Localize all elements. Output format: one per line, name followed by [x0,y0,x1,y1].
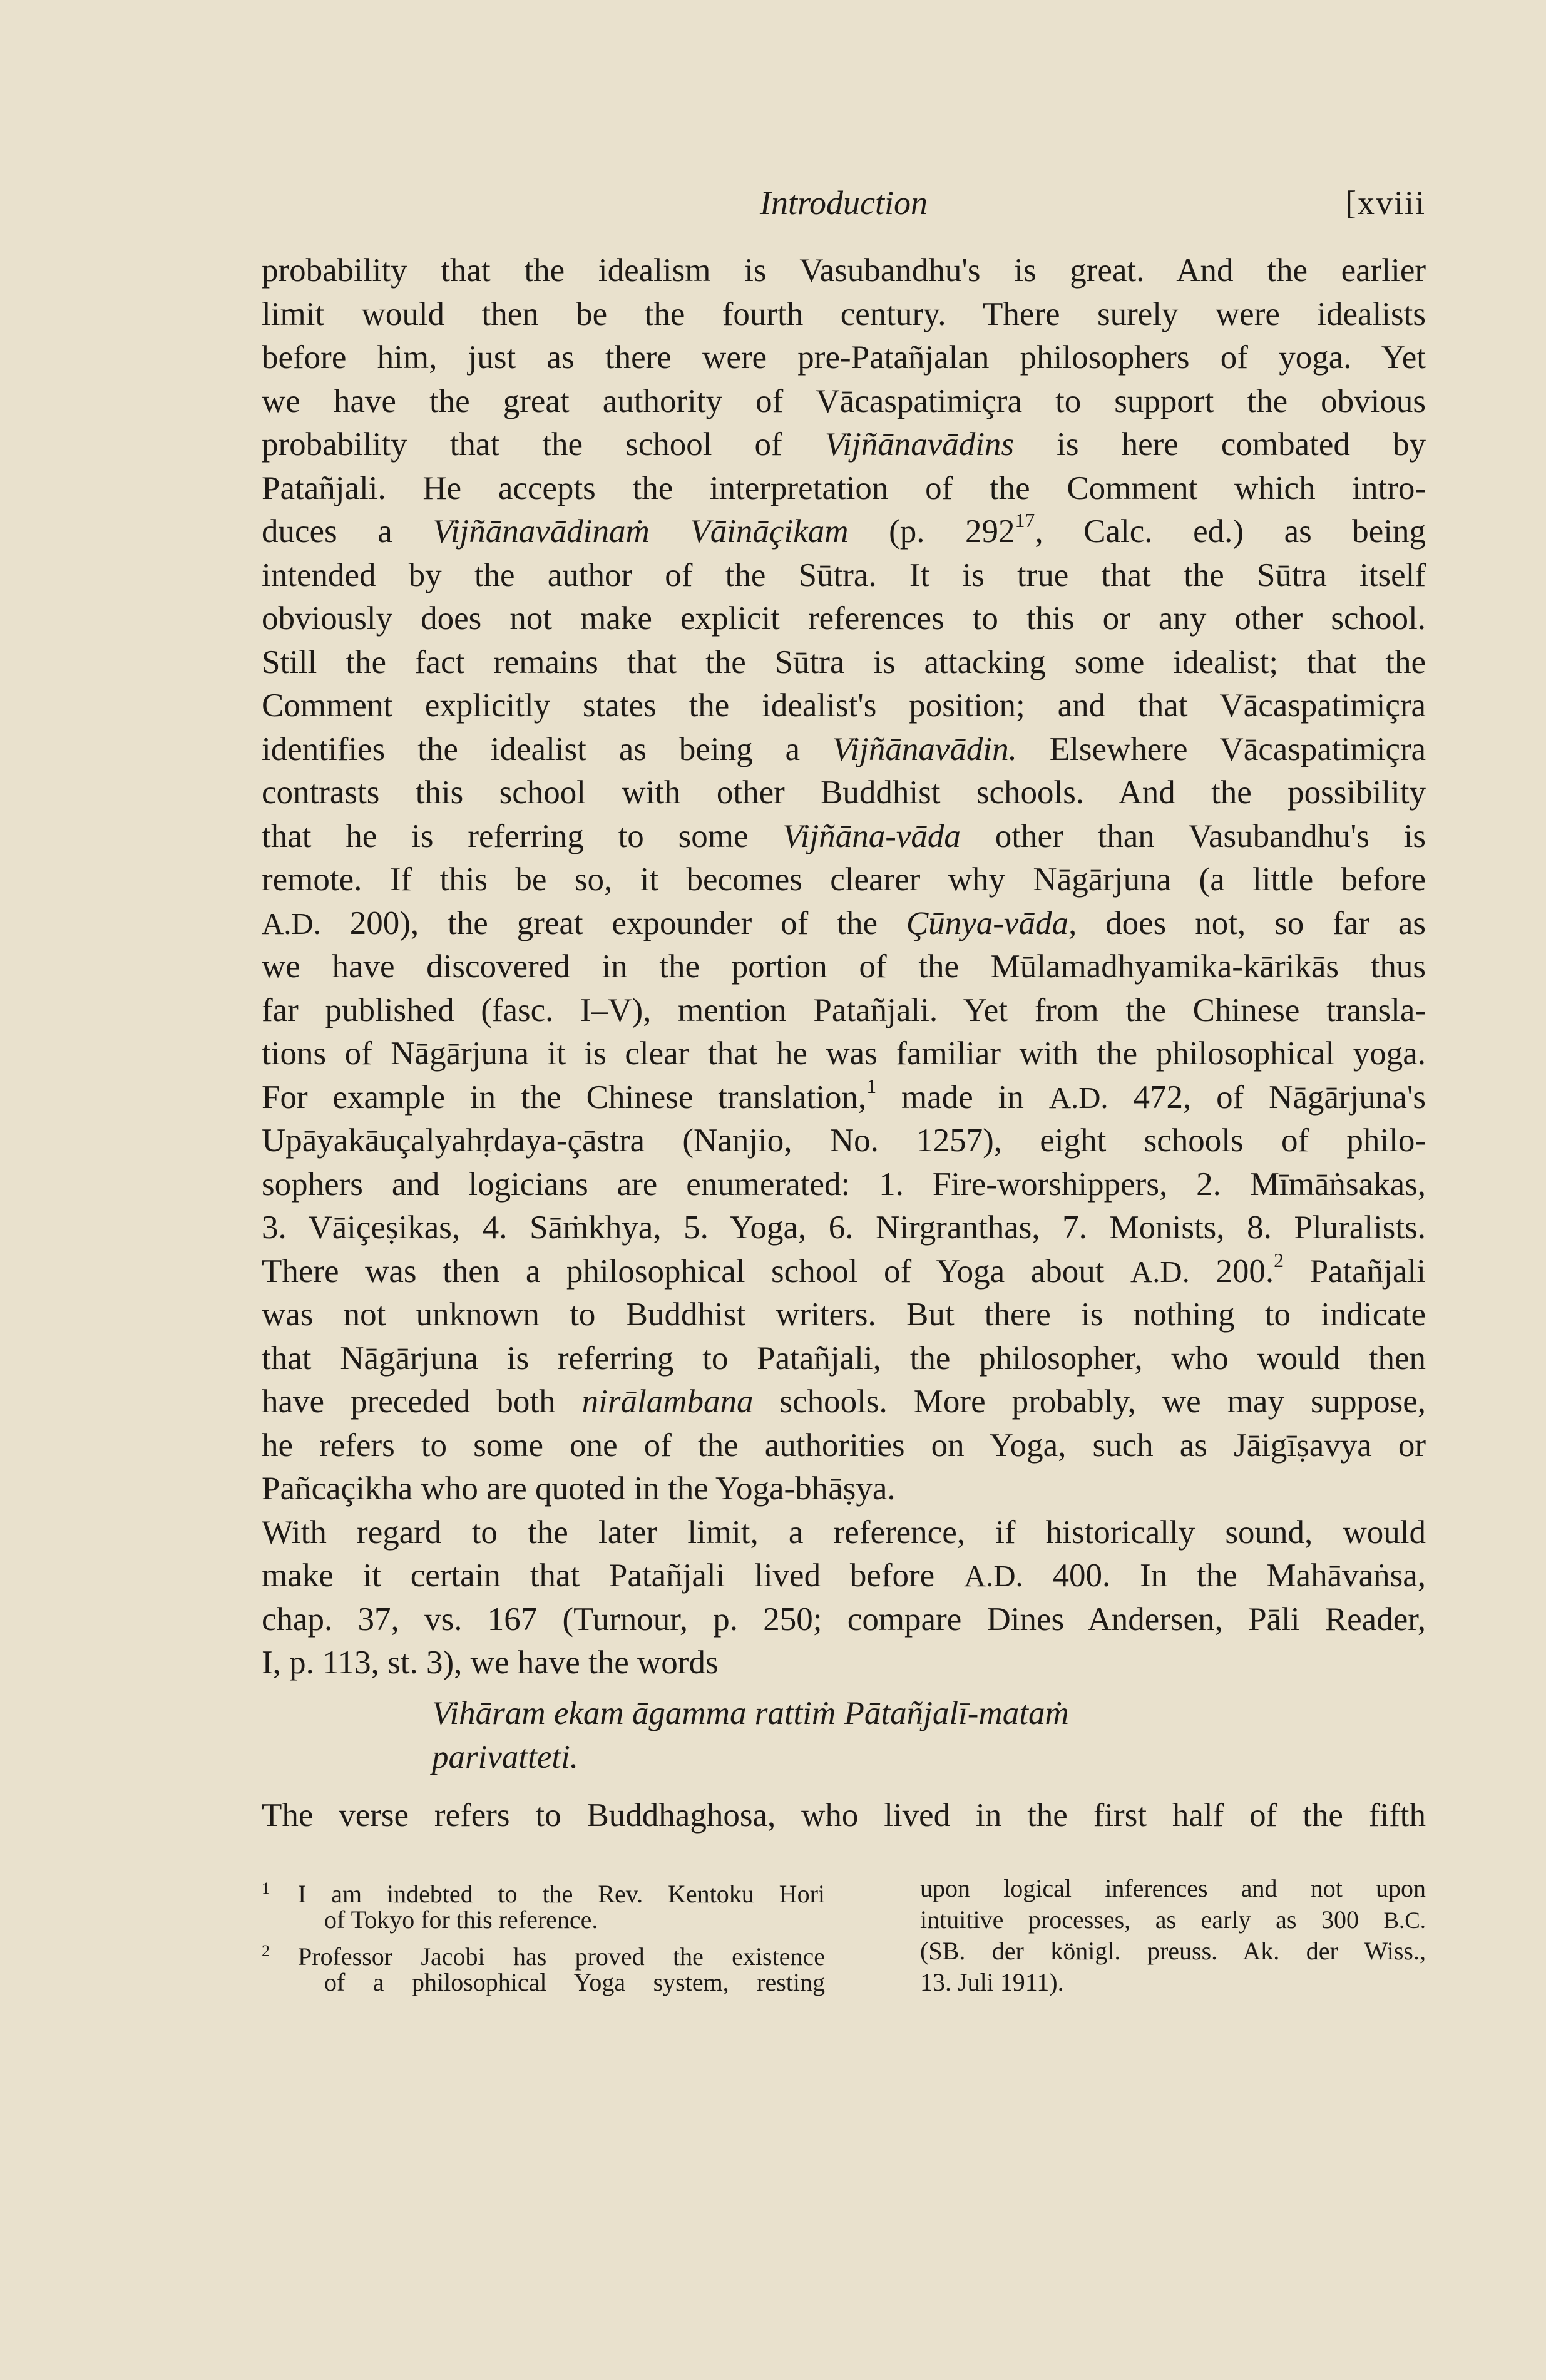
text-run: other than Vasubandhu's is [995,818,1426,854]
footnote-marker: 2 [262,1942,270,1960]
footnote-line: of a philosophical Yoga system, resting [324,1968,825,1996]
italic-term: Çūnya-vāda, [906,905,1077,941]
text-run: For example in the Chinese translation, [262,1079,867,1116]
small-caps-era: A.D. [262,906,321,941]
small-caps-era: A.D. [1048,1080,1108,1115]
footnote-line [262,1873,825,1908]
text-run: that he is referring to some [262,818,749,854]
text-run: , Calc. ed.) as being [1035,513,1426,550]
running-title: Introduction [760,184,928,222]
text-line [262,902,1426,946]
italic-term: Vijñānavādin. [832,731,1017,767]
text-run: (p. 292 [889,513,1015,550]
text-line: Still the fact remains that the Sūtra is attacking some idealist; that the [262,644,1426,680]
text-run: Elsewhere Vācaspatimiçra [1049,731,1426,767]
verse-line: parivatteti. [432,1738,579,1775]
italic-term: Vijñānavādins [824,426,1015,463]
text-line: that Nāgārjuna is referring to Patañjali, the philosopher, who would then [262,1340,1426,1377]
text-line: chap. 37, vs. 167 (Turnour, p. 250; compare Dines Andersen, Pāli Reader, [262,1601,1426,1638]
text-line: he refers to some one of the authorities on Yoga, such as Jāigīṣavya or [262,1427,1426,1464]
small-caps-era: A.D. [1130,1254,1190,1289]
text-line [262,728,1426,772]
text-line: limit would then be the fourth century. There surely were idealists [262,295,1426,332]
text-run: have preceded both [262,1383,556,1420]
text-run [262,1075,877,1116]
footnote-line [262,1936,825,1971]
closing-line [262,1794,1426,1838]
text-run: make it certain that Patañjali lived before [262,1557,935,1594]
text-run: schools. More probably, we may suppose, [779,1383,1426,1420]
text-run: 200), the great expounder of the [349,905,878,941]
text-run: duces a [262,513,392,550]
text-run [1216,1249,1284,1290]
text-line: intended by the author of the Sūtra. It is true that the Sūtra itself [262,557,1426,593]
text-line: far published (fasc. I–V), mention Patañjali. Yet from the Chinese transla- [262,992,1426,1028]
text-run: is here combated by [1057,426,1426,463]
text-line [262,1380,1426,1424]
text-line [262,423,1426,467]
small-caps-era: B.C. [1383,1907,1426,1933]
text-line: Upāyakāuçalyahṛdaya-çāstra (Nanjio, No. 1257), eight schools of philo- [262,1122,1426,1159]
text-line: contrasts this school with other Buddhist schools. And the possibility [262,774,1426,811]
text-line: obviously does not make explicit references to this or any other school. [262,600,1426,637]
page-header [262,178,1426,228]
text-run: I am indebted to the Rev. Kentoku Hori [298,1880,825,1908]
text-run: does not, so far as [1105,905,1426,941]
text-line: tions of Nāgārjuna it is clear that he was familiar with the philosophical yoga. [262,1035,1426,1072]
footnote-line: of Tokyo for this reference. [324,1906,598,1934]
superscript: 17 [1015,510,1035,532]
text-line: Comment explicitly states the idealist's position; and that Vācaspatimiçra [262,687,1426,724]
text-line [262,510,1426,554]
text-run: probability that the school of [262,426,782,463]
text-line: With regard to the later limit, a reference, if historically sound, would [262,1514,1426,1551]
footnote-ref: 1 [866,1075,877,1097]
text-run: intuitive processes, as early as 300 [920,1906,1359,1934]
text-line: I, p. 113, st. 3), we have the words [262,1644,719,1681]
text-line: sophers and logicians are enumerated: 1. Fire-worshippers, 2. Mīmāṅsakas, [262,1166,1426,1203]
footnote-ref: 2 [1274,1249,1284,1271]
footnote-line [920,1904,1426,1936]
page-number: [xviii [1345,184,1426,222]
footnote-marker: 1 [262,1879,270,1897]
main-text [262,249,1426,1685]
text-line: was not unknown to Buddhist writers. But there is nothing to indicate [262,1296,1426,1333]
footnote-column-left [262,1873,825,1998]
footnote-line: (SB. der königl. preuss. Ak. der Wiss., [920,1937,1426,1965]
text-run: identifies the idealist as being a [262,731,801,767]
italic-term: Vijñānavādinaṁ Vāināçikam [433,513,849,550]
text-run: Professor Jacobi has proved the existence [298,1942,825,1971]
footnote-line: upon logical inferences and not upon [920,1874,1426,1902]
text-line [262,1076,1426,1120]
small-caps-era: A.D. [963,1559,1023,1593]
text-run [889,510,1426,550]
text-run: 472, of Nāgārjuna's [1133,1079,1426,1116]
quoted-verse [432,1691,1371,1778]
italic-term: nirālambana [581,1383,754,1420]
text-run: There was then a philosophical school of Yoga about [262,1253,1105,1290]
footnote-column-right [920,1873,1426,1998]
text-run: Patañjali [1309,1253,1426,1290]
text-line [262,1554,1426,1598]
text-line: Pañcaçikha who are quoted in the Yoga-bhāṣya. [262,1470,896,1507]
text-run: 400. In the Mahāvaṅsa, [1052,1557,1426,1594]
text-line: The verse refers to Buddhaghosa, who lived in the first half of the fifth [262,1797,1426,1834]
text-line: we have discovered in the portion of the Mūlamadhyamika-kārikās thus [262,948,1426,985]
italic-term: Vijñāna-vāda [782,818,961,854]
footnote-line: 13. Juli 1911). [920,1968,1064,1996]
verse-line: Vihāram ekam āgamma rattiṁ Pātañjalī-mataṁ [432,1695,1069,1731]
text-line: Patañjali. He accepts the interpretation of the Comment which intro- [262,469,1426,506]
text-line: before him, just as there were pre-Patañjalan philosophers of yoga. Yet [262,339,1426,376]
text-line: remote. If this be so, it becomes clearer why Nāgārjuna (a little before [262,861,1426,898]
text-line: probability that the idealism is Vasubandhu's is great. And the earlier [262,252,1426,289]
text-line: 3. Vāiçeṣikas, 4. Sāṁkhya, 5. Yoga, 6. Nirgranthas, 7. Monists, 8. Pluralists. [262,1209,1426,1246]
text-line [262,1250,1426,1294]
text-run: made in [901,1079,1024,1116]
text-line [262,815,1426,859]
text-run: 200. [1216,1253,1274,1290]
text-line: we have the great authority of Vācaspatimiçra to support the obvious [262,382,1426,419]
